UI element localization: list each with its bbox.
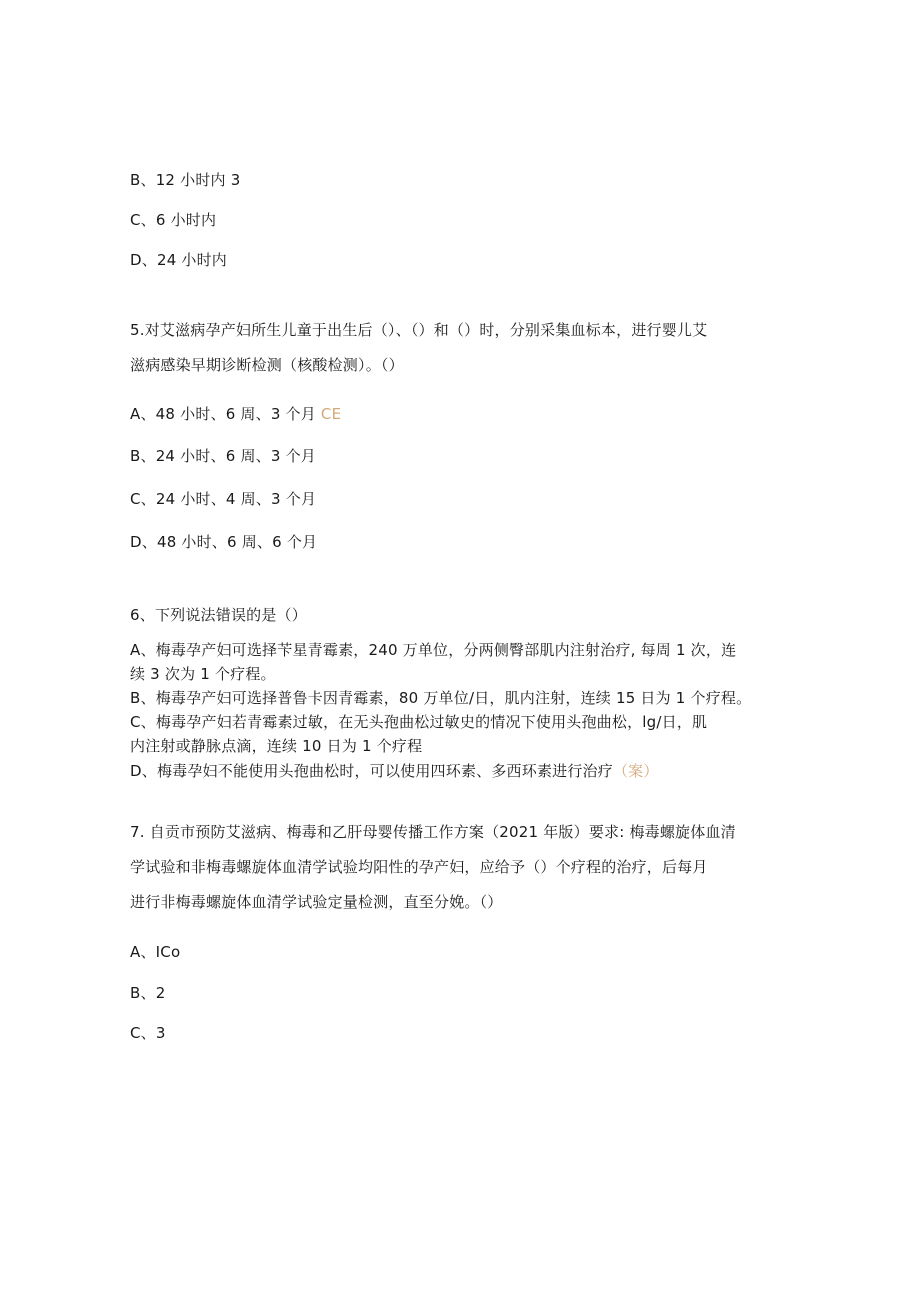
q7-option-c: C、3 — [130, 1024, 166, 1042]
q5-stem-line-2: 滋病感染早期诊断检测（核酸检测）。（） — [130, 356, 404, 374]
q7-stem-line-2: 学试验和非梅毒螺旋体血清学试验均阳性的孕产妇，应给予（）个疗程的治疗，后每月 — [130, 858, 708, 876]
q6-option-c-line-1: C、梅毒孕产妇若青霉素过敏，在无头孢曲松过敏史的情况下使用头孢曲松，lg/日，肌 — [130, 713, 708, 731]
q6-option-d — [130, 761, 659, 781]
q5-option-c: C、24 小时、4 周、3 个月 — [130, 490, 317, 508]
q6-option-b: B、梅毒孕产妇可选择普鲁卡因青霉素，80 万单位/日，肌内注射，连续 15 日为 1 个疗程。 — [130, 689, 752, 707]
q7-option-a: A、ICo — [130, 943, 181, 961]
q6-option-a-line-2: 续 3 次为 1 个疗程。 — [130, 665, 276, 683]
q6-option-d-text: D、梅毒孕妇不能使用头孢曲松时，可以使用四环素、多西环素进行治疗 — [130, 762, 613, 780]
q6-option-a-line-1: A、梅毒孕产妇可选择苄星青霉素，240 万单位，分两侧臀部肌内注射治疗, 每周 1 次，连 — [130, 641, 737, 659]
q5-option-a — [130, 404, 341, 424]
q5-option-a-mark: CE — [320, 405, 342, 423]
q6-option-d-mark: （案） — [612, 762, 659, 780]
q4-option-c: C、6 小时内 — [130, 211, 217, 229]
q4-option-b: B、12 小时内 3 — [130, 171, 241, 189]
q7-stem-line-1: 7. 自贡市预防艾滋病、梅毒和乙肝母婴传播工作方案（2021 年版）要求: 梅毒螺旋体血清 — [130, 823, 736, 841]
q7-stem-line-3: 进行非梅毒螺旋体血清学试验定量检测，直至分娩。（） — [130, 893, 503, 911]
q4-option-d: D、24 小时内 — [130, 251, 228, 269]
q5-option-d: D、48 小时、6 周、6 个月 — [130, 533, 318, 551]
q6-option-c-line-2: 内注射或静脉点滴，连续 10 日为 1 个疗程 — [130, 737, 423, 755]
q6-stem: 6、下列说法错误的是（） — [130, 606, 307, 624]
q5-option-a-text: A、48 小时、6 周、3 个月 — [130, 405, 316, 423]
q5-stem-line-1: 5.对艾滋病孕产妇所生儿童于出生后（）、（）和（）时，分别采集血标本，进行婴儿艾 — [130, 321, 708, 339]
q7-option-b: B、2 — [130, 984, 166, 1002]
q5-option-b: B、24 小时、6 周、3 个月 — [130, 447, 316, 465]
